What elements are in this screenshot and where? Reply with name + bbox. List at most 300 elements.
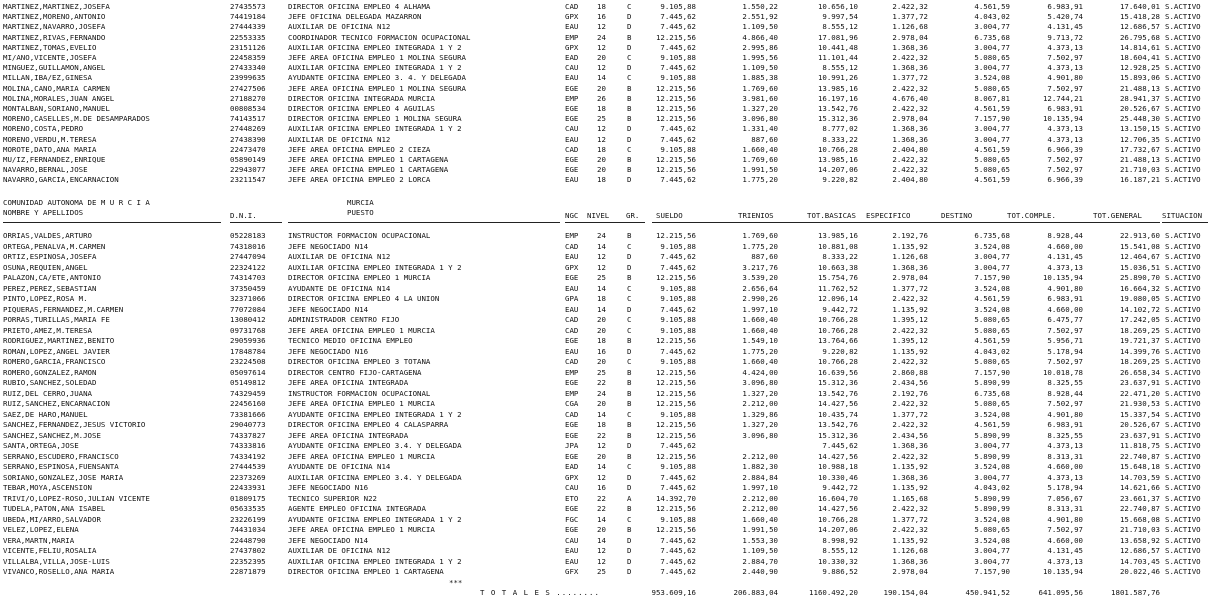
cell-nivel: 14 — [597, 241, 606, 251]
cell-sueldo: 12.215,56 — [655, 525, 696, 534]
cell-tot-complementos: 7.502,97 — [1047, 357, 1083, 366]
cell-tot-basicas: 9.220,82 — [822, 175, 858, 185]
cell-tot-complementos: 5.420,74 — [1047, 12, 1083, 22]
cell-destino: 5.890,99 — [974, 504, 1010, 513]
cell-sueldo: 9.105,88 — [660, 315, 696, 324]
cell-dni: 00808534 — [230, 104, 266, 113]
cell-nivel: 25 — [597, 367, 606, 377]
cell-sueldo: 12.215,56 — [655, 32, 696, 42]
cell-nivel: 14 — [597, 514, 606, 524]
cell-dni: 74431034 — [230, 525, 266, 534]
cell-puesto: DIRECTOR OFICINA EMPLEO 4 AGUILAS — [288, 104, 435, 113]
cell-dni: 73381666 — [230, 409, 266, 419]
cell-sueldo: 7.445,62 — [660, 42, 696, 52]
cell-gr: B — [627, 114, 632, 124]
cell-sueldo: 7.445,62 — [660, 346, 696, 356]
cell-name: TEBAR,MOYA,ASCENSION — [3, 483, 92, 492]
cell-tot-general: 14.703,45 — [1119, 556, 1160, 566]
cell-trienios: 1.775,20 — [742, 346, 778, 356]
cell-puesto: AYUDANTE DE OFICINA N14 — [288, 283, 391, 293]
cell-dni: 23224508 — [230, 357, 266, 366]
cell-destino: 7.157,90 — [974, 567, 1010, 576]
cell-name: PRIETO,AMEZ,M.TERESA — [3, 325, 92, 335]
table-row — [0, 432, 1212, 441]
cell-tot-complementos: 6.966,39 — [1047, 175, 1083, 185]
table-row — [0, 390, 1212, 399]
table-row — [0, 95, 1212, 104]
cell-sueldo: 7.445,62 — [660, 262, 696, 272]
cell-ngc: EMP — [565, 93, 579, 103]
cell-nivel: 25 — [597, 273, 606, 282]
cell-gr: D — [627, 441, 632, 450]
cell-especifico: 2.978,04 — [892, 114, 928, 124]
header-col-ngc: NGC — [565, 211, 579, 220]
cell-ngc: EAU — [565, 73, 579, 83]
cell-nivel: 12 — [597, 63, 606, 73]
cell-destino: 3.004,77 — [974, 546, 1010, 555]
cell-nivel: 12 — [597, 441, 606, 450]
cell-trienios: 2.551,92 — [742, 12, 778, 22]
cell-puesto: AUXILIAR OFICINA EMPLEO INTEGRADA 1 Y 2 — [288, 42, 462, 52]
cell-ngc: CAD — [565, 144, 579, 154]
cell-tot-general: 15.036,51 — [1119, 262, 1160, 272]
cell-situacion: S.ACTIVO — [1165, 273, 1201, 282]
cell-nivel: 12 — [597, 42, 606, 52]
cell-tot-general: 15.337,54 — [1119, 409, 1160, 419]
cell-gr: C — [627, 241, 632, 251]
cell-especifico: 1.126,68 — [892, 252, 928, 261]
cell-gr: B — [627, 451, 632, 461]
cell-situacion: S.ACTIVO — [1165, 134, 1201, 144]
cell-ngc: GPA — [565, 294, 579, 303]
cell-sueldo: 9.105,88 — [660, 144, 696, 154]
table-row — [0, 176, 1212, 185]
cell-situacion: S.ACTIVO — [1165, 315, 1201, 324]
cell-sueldo: 12.215,56 — [655, 399, 696, 408]
cell-dni: 37350459 — [230, 283, 266, 293]
cell-destino: 5.080,65 — [974, 53, 1010, 62]
cell-trienios: 1.660,40 — [742, 315, 778, 324]
cell-tot-complementos: 4.131,45 — [1047, 546, 1083, 555]
cell-tot-complementos: 9.713,72 — [1047, 32, 1083, 42]
cell-ngc: EMP — [565, 32, 579, 42]
cell-sueldo: 9.105,88 — [660, 283, 696, 293]
cell-puesto: JEFE NEGOCIADO N14 — [288, 304, 369, 314]
cell-puesto: TECNICO MEDIO OFICINA EMPLEO — [288, 336, 413, 345]
cell-tot-basicas: 9.220,82 — [822, 346, 858, 356]
cell-tot-complementos: 4.131,45 — [1047, 22, 1083, 32]
cell-dni: 27435573 — [230, 2, 266, 11]
cell-tot-basicas: 11.762,52 — [817, 283, 858, 293]
cell-tot-complementos: 7.502,97 — [1047, 53, 1083, 62]
cell-destino: 3.524,08 — [974, 283, 1010, 293]
cell-ngc: EGE — [565, 104, 579, 113]
cell-name: MOROTE,DATO,ANA MARIA — [3, 144, 97, 154]
cell-nivel: 24 — [597, 32, 606, 42]
table-row — [0, 369, 1212, 378]
cell-sueldo: 12.215,56 — [655, 231, 696, 240]
cell-especifico: 1.135,92 — [892, 462, 928, 471]
cell-especifico: 1.368,36 — [892, 134, 928, 144]
table-row — [0, 243, 1212, 252]
cell-nivel: 12 — [597, 472, 606, 482]
cell-puesto: JEFE OFICINA DELEGADA MAZARRON — [288, 12, 422, 22]
cell-nivel: 20 — [597, 357, 606, 366]
cell-ngc: EAU — [565, 283, 579, 293]
cell-puesto: ADMINISTRADOR CENTRO FIJO — [288, 315, 400, 324]
cell-ngc: EAU — [565, 175, 579, 185]
cell-ngc: CAD — [565, 2, 579, 11]
cell-sueldo: 7.445,62 — [660, 175, 696, 185]
cell-tot-general: 18.604,41 — [1119, 53, 1160, 62]
cell-gr: B — [627, 273, 632, 282]
cell-gr: C — [627, 2, 632, 11]
cell-nivel: 20 — [597, 315, 606, 324]
cell-ngc: CAU — [565, 124, 579, 134]
cell-nivel: 16 — [597, 483, 606, 492]
header-col-destino: DESTINO — [941, 211, 973, 220]
cell-tot-general: 20.526,67 — [1119, 420, 1160, 429]
cell-tot-complementos: 8.325,55 — [1047, 378, 1083, 387]
cell-ngc: CAD — [565, 357, 579, 366]
cell-gr: B — [627, 83, 632, 93]
cell-tot-general: 18.269,25 — [1119, 325, 1160, 335]
cell-tot-complementos: 4.373,13 — [1047, 441, 1083, 450]
cell-nivel: 20 — [597, 451, 606, 461]
cell-especifico: 1.377,72 — [892, 12, 928, 22]
cell-especifico: 1.377,72 — [892, 73, 928, 83]
cell-trienios: 887,60 — [751, 134, 778, 144]
cell-tot-basicas: 10.330,46 — [817, 472, 858, 482]
cell-tot-general: 14.621,66 — [1119, 483, 1160, 492]
cell-tot-basicas: 13.985,16 — [817, 83, 858, 93]
cell-dni: 29040773 — [230, 420, 266, 429]
table-row — [0, 115, 1212, 124]
cell-nivel: 18 — [597, 294, 606, 303]
cell-puesto: JEFE AREA OFICINA EMPLEO 1 MURCIA — [288, 399, 435, 408]
table-row — [0, 64, 1212, 73]
cell-tot-complementos: 7.056,67 — [1047, 493, 1083, 503]
cell-puesto: JEFE AREA OFICINA EMPLEO 1 CARTAGENA — [288, 155, 449, 164]
cell-tot-general: 23.661,37 — [1119, 493, 1160, 503]
cell-destino: 5.890,99 — [974, 378, 1010, 387]
header-underline-codes — [565, 222, 645, 223]
cell-name: MARTINEZ,RIVAS,FERNANDO — [3, 32, 106, 42]
header-col-trienios: TRIENIOS — [738, 211, 774, 220]
table-row — [0, 105, 1212, 114]
cell-name: SANCHEZ,SANCHEZ,M.JOSE — [3, 430, 101, 440]
cell-tot-complementos: 4.131,45 — [1047, 252, 1083, 261]
cell-gr: B — [627, 430, 632, 440]
cell-puesto: AYUDANTE OFICINA EMPLEO 3. 4. Y DELEGADA — [288, 73, 466, 83]
cell-tot-basicas: 9.442,72 — [822, 304, 858, 314]
cell-especifico: 1.135,92 — [892, 304, 928, 314]
cell-especifico: 1.165,68 — [892, 493, 928, 503]
cell-gr: D — [627, 556, 632, 566]
cell-dni: 32371066 — [230, 294, 266, 303]
cell-situacion: S.ACTIVO — [1165, 430, 1201, 440]
cell-situacion: S.ACTIVO — [1165, 241, 1201, 251]
cell-ngc: EGE — [565, 165, 579, 175]
cell-tot-general: 19.080,05 — [1119, 294, 1160, 303]
cell-ngc: EGE — [565, 504, 579, 513]
cell-situacion: S.ACTIVO — [1165, 441, 1201, 450]
cell-tot-general: 17.242,05 — [1119, 315, 1160, 324]
cell-gr: D — [627, 175, 632, 185]
cell-dni: 22324122 — [230, 262, 266, 272]
cell-tot-basicas: 15.312,36 — [817, 430, 858, 440]
cell-tot-basicas: 8.777,02 — [822, 124, 858, 134]
cell-sueldo: 12.215,56 — [655, 420, 696, 429]
cell-gr: C — [627, 514, 632, 524]
cell-puesto: JEFE NEGOCIADO N14 — [288, 535, 369, 545]
cell-gr: B — [627, 367, 632, 377]
cell-name: UBEDA,MI/ARRO,SALVADOR — [3, 514, 101, 524]
cell-situacion: S.ACTIVO — [1165, 124, 1201, 134]
cell-gr: B — [627, 336, 632, 345]
cell-tot-complementos: 4.373,13 — [1047, 472, 1083, 482]
cell-tot-complementos: 4.373,13 — [1047, 124, 1083, 134]
table-row — [0, 379, 1212, 388]
cell-tot-basicas: 16.197,16 — [817, 93, 858, 103]
cell-destino: 5.080,65 — [974, 525, 1010, 534]
cell-trienios: 2.656,64 — [742, 283, 778, 293]
cell-tot-basicas: 13.542,76 — [817, 420, 858, 429]
cell-especifico: 1.377,72 — [892, 514, 928, 524]
cell-dni: 22448790 — [230, 535, 266, 545]
table-row — [0, 34, 1212, 43]
table-row — [0, 54, 1212, 63]
cell-name: RUIZ,DEL CERRO,JUANA — [3, 388, 92, 398]
cell-tot-basicas: 15.754,76 — [817, 273, 858, 282]
cell-tot-basicas: 15.312,36 — [817, 114, 858, 124]
cell-nivel: 20 — [597, 325, 606, 335]
cell-dni: 22352395 — [230, 556, 266, 566]
cell-sueldo: 9.105,88 — [660, 294, 696, 303]
cell-tot-basicas: 10.766,28 — [817, 514, 858, 524]
cell-sueldo: 12.215,56 — [655, 273, 696, 282]
cell-ngc: GPX — [565, 472, 579, 482]
cell-sueldo: 12.215,56 — [655, 155, 696, 164]
cell-tot-complementos: 10.135,94 — [1042, 567, 1083, 576]
cell-tot-complementos: 4.373,13 — [1047, 63, 1083, 73]
cell-sueldo: 7.445,62 — [660, 12, 696, 22]
cell-trienios: 1.997,10 — [742, 483, 778, 492]
cell-trienios: 2.212,00 — [742, 399, 778, 408]
cell-ngc: EGE — [565, 378, 579, 387]
cell-destino: 3.004,77 — [974, 252, 1010, 261]
total-especifico: 190.154,04 — [883, 588, 928, 597]
cell-dni: 74329459 — [230, 388, 266, 398]
cell-tot-general: 15.648,18 — [1119, 462, 1160, 471]
total-sueldo: 953.609,16 — [651, 588, 696, 597]
header-col-situacion: SITUACION — [1162, 211, 1203, 220]
cell-trienios: 1.329,86 — [742, 409, 778, 419]
cell-destino: 3.524,08 — [974, 535, 1010, 545]
cell-trienios: 1.769,60 — [742, 155, 778, 164]
cell-sueldo: 7.445,62 — [660, 567, 696, 576]
cell-nivel: 14 — [597, 462, 606, 471]
cell-tot-complementos: 7.502,97 — [1047, 155, 1083, 164]
cell-destino: 7.157,90 — [974, 367, 1010, 377]
cell-situacion: S.ACTIVO — [1165, 325, 1201, 335]
cell-dni: 17848784 — [230, 346, 266, 356]
table-row — [0, 495, 1212, 504]
cell-sueldo: 9.105,88 — [660, 2, 696, 11]
cell-situacion: S.ACTIVO — [1165, 378, 1201, 387]
cell-destino: 3.524,08 — [974, 73, 1010, 83]
cell-puesto: JEFE AREA OFICINA EMPLEO 1 MURCIA — [288, 451, 435, 461]
cell-dni: 74314703 — [230, 273, 266, 282]
cell-situacion: S.ACTIVO — [1165, 546, 1201, 555]
cell-tot-general: 12.686,57 — [1119, 546, 1160, 555]
table-row — [0, 44, 1212, 53]
cell-especifico: 2.422,32 — [892, 420, 928, 429]
cell-tot-basicas: 8.333,22 — [822, 252, 858, 261]
cell-gr: D — [627, 12, 632, 22]
header-underline-amounts — [652, 222, 1160, 223]
cell-trienios: 1.995,56 — [742, 53, 778, 62]
cell-ngc: EMP — [565, 231, 579, 240]
cell-tot-complementos: 6.966,39 — [1047, 144, 1083, 154]
cell-destino: 5.080,65 — [974, 165, 1010, 175]
cell-name: MU/IZ,FERNANDEZ,ENRIQUE — [3, 155, 106, 164]
total-general: 1801.587,76 — [1111, 588, 1160, 597]
table-row — [0, 264, 1212, 273]
cell-especifico: 1.368,36 — [892, 556, 928, 566]
cell-trienios: 4.424,00 — [742, 367, 778, 377]
table-row — [0, 505, 1212, 514]
cell-especifico: 2.860,88 — [892, 367, 928, 377]
cell-gr: B — [627, 504, 632, 513]
cell-name: MOLINA,MORALES,JUAN ANGEL — [3, 93, 115, 103]
cell-sueldo: 12.215,56 — [655, 378, 696, 387]
cell-ngc: GPX — [565, 12, 579, 22]
cell-sueldo: 12.215,56 — [655, 93, 696, 103]
cell-nivel: 22 — [597, 378, 606, 387]
cell-destino: 5.080,65 — [974, 399, 1010, 408]
cell-dni: 27444539 — [230, 462, 266, 471]
cell-name: ROMAN,LOPEZ,ANGEL JAVIER — [3, 346, 110, 356]
cell-destino: 3.004,77 — [974, 472, 1010, 482]
cell-dni: 22553335 — [230, 32, 266, 42]
cell-tot-complementos: 6.983,91 — [1047, 2, 1083, 11]
cell-situacion: S.ACTIVO — [1165, 165, 1201, 175]
cell-sueldo: 7.445,62 — [660, 63, 696, 73]
cell-ngc: CAU — [565, 535, 579, 545]
cell-sueldo: 12.215,56 — [655, 104, 696, 113]
cell-dni: 05149812 — [230, 378, 266, 387]
cell-destino: 7.157,90 — [974, 114, 1010, 124]
cell-puesto: AUXILIAR OFICINA EMPLEO INTEGRADA 1 Y 2 — [288, 124, 462, 134]
cell-tot-complementos: 4.373,13 — [1047, 556, 1083, 566]
cell-destino: 5.080,65 — [974, 325, 1010, 335]
cell-destino: 5.080,65 — [974, 315, 1010, 324]
cell-especifico: 2.422,32 — [892, 2, 928, 11]
cell-situacion: S.ACTIVO — [1165, 2, 1201, 11]
cell-tot-basicas: 13.764,66 — [817, 336, 858, 345]
cell-tot-complementos: 10.018,78 — [1042, 367, 1083, 377]
header-underline-situacion — [1162, 222, 1208, 223]
cell-trienios: 2.440,90 — [742, 567, 778, 576]
table-row — [0, 516, 1212, 525]
cell-tot-basicas: 10.766,28 — [817, 357, 858, 366]
cell-name: SANCHEZ,FERNANDEZ,JESUS VICTORIO — [3, 420, 146, 429]
cell-sueldo: 12.215,56 — [655, 336, 696, 345]
cell-tot-complementos: 8.928,44 — [1047, 231, 1083, 240]
cell-tot-basicas: 10.330,32 — [817, 556, 858, 566]
cell-sueldo: 12.215,56 — [655, 165, 696, 175]
cell-tot-complementos: 7.502,97 — [1047, 399, 1083, 408]
cell-tot-general: 14.102,72 — [1119, 304, 1160, 314]
table-row — [0, 156, 1212, 165]
cell-situacion: S.ACTIVO — [1165, 144, 1201, 154]
cell-tot-general: 15.893,06 — [1119, 73, 1160, 83]
header-col-sueldo: SUELDO — [656, 211, 683, 220]
cell-especifico: 2.422,32 — [892, 357, 928, 366]
cell-name: MOLINA,CANO,MARIA CARMEN — [3, 83, 110, 93]
cell-trienios: 1.331,40 — [742, 124, 778, 134]
cell-puesto: DIRECTOR OFICINA INTEGRADA MURCIA — [288, 93, 435, 103]
cell-destino: 6.735,68 — [974, 231, 1010, 240]
cell-gr: B — [627, 378, 632, 387]
cell-especifico: 2.404,80 — [892, 175, 928, 185]
cell-gr: B — [627, 399, 632, 408]
cell-tot-basicas: 8.555,12 — [822, 546, 858, 555]
table-row — [0, 421, 1212, 430]
cell-dni: 22871879 — [230, 567, 266, 576]
cell-destino: 3.524,08 — [974, 304, 1010, 314]
cell-tot-general: 12.686,57 — [1119, 22, 1160, 32]
cell-especifico: 1.377,72 — [892, 283, 928, 293]
cell-ngc: EGE — [565, 273, 579, 282]
cell-gr: B — [627, 32, 632, 42]
cell-trienios: 1.549,10 — [742, 336, 778, 345]
cell-name: ORRIAS,VALDES,ARTURO — [3, 231, 92, 240]
cell-name: MORENO,CASELLES,M.DE DESAMPARADOS — [3, 114, 150, 124]
cell-tot-complementos: 6.475,77 — [1047, 315, 1083, 324]
cell-name: RUBIO,SANCHEZ,SOLEDAD — [3, 378, 97, 387]
header-region: MURCIA — [347, 198, 374, 207]
cell-gr: D — [627, 483, 632, 492]
cell-tot-basicas: 10.435,74 — [817, 409, 858, 419]
cell-destino: 3.004,77 — [974, 441, 1010, 450]
cell-ngc: EAU — [565, 22, 579, 32]
header-underline-puesto — [288, 222, 560, 223]
cell-nivel: 12 — [597, 252, 606, 261]
cell-situacion: S.ACTIVO — [1165, 567, 1201, 576]
cell-situacion: S.ACTIVO — [1165, 493, 1201, 503]
cell-name: ROMERO,GONZALEZ,RAMON — [3, 367, 97, 377]
cell-situacion: S.ACTIVO — [1165, 462, 1201, 471]
cell-tot-general: 12.928,25 — [1119, 63, 1160, 73]
cell-destino: 3.004,77 — [974, 134, 1010, 144]
cell-tot-general: 14.703,59 — [1119, 472, 1160, 482]
header-underline-name — [3, 222, 221, 223]
cell-tot-basicas: 13.542,76 — [817, 388, 858, 398]
cell-nivel: 12 — [597, 262, 606, 272]
cell-name: SAEZ,DE HARO,MANUEL — [3, 409, 88, 419]
cell-dni: 05097614 — [230, 367, 266, 377]
cell-sueldo: 9.105,88 — [660, 325, 696, 335]
cell-nivel: 20 — [597, 525, 606, 534]
table-row — [0, 442, 1212, 451]
cell-puesto: AYUDANTE OFICINA EMPLEO 3.4. Y DELEGADA — [288, 441, 462, 450]
cell-nivel: 12 — [597, 124, 606, 134]
cell-sueldo: 7.445,62 — [660, 124, 696, 134]
cell-tot-complementos: 4.901,80 — [1047, 514, 1083, 524]
cell-gr: C — [627, 73, 632, 83]
